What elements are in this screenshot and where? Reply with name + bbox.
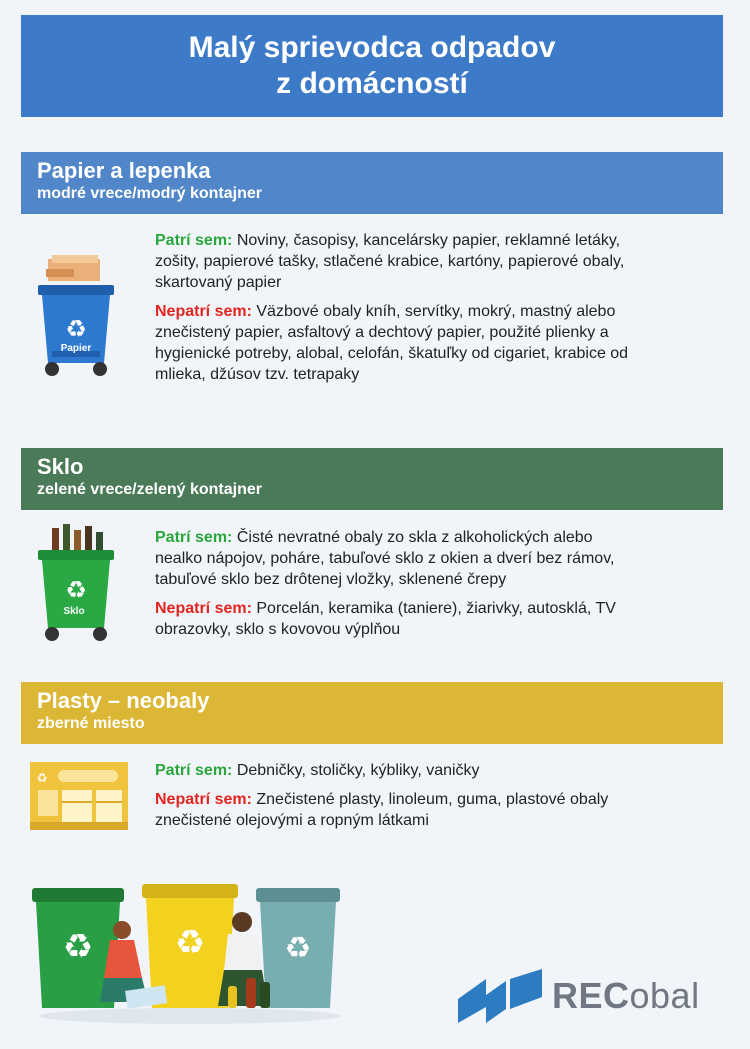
- recobal-logo-icon: [456, 969, 544, 1023]
- svg-text:♻: ♻: [174, 923, 206, 963]
- no-text: Porcelán, keramika (taniere), žiarivky, autosklá, TV obrazovky, sklo s kovovou výplňou: [155, 600, 616, 638]
- svg-text:♻: ♻: [36, 771, 48, 785]
- section-heading: Papier a lepenka: [37, 158, 211, 183]
- paper-bin-icon: [38, 255, 114, 380]
- title-line-1: Malý sprievodca odpadov: [188, 31, 556, 64]
- paper-bin-label: Papier: [60, 343, 92, 354]
- paper-yes: [155, 230, 665, 293]
- no-text: Znečistené plasty, linoleum, guma, plastové obaly znečistené olejovými a ropným látkami: [155, 791, 609, 829]
- recobal-logo-text: [552, 975, 700, 1017]
- glass-yes: [155, 527, 635, 590]
- yes-text: Čisté nevratné obaly zo skla z alkoholických alebo nealko nápojov, poháre, tabuľové sklo z okien a dverí bez rámov, tabuľové sklo bez drôtenej vložky, sklenené črepy: [155, 529, 615, 588]
- section-subheading: zelené vrece/zelený kontajner: [37, 481, 262, 498]
- section-subheading: modré vrece/modrý kontajner: [37, 185, 262, 202]
- section-heading: Sklo: [37, 454, 84, 479]
- glass-bin-icon: [38, 522, 114, 644]
- section-header-glass: [21, 448, 723, 510]
- no-label: Nepatrí sem:: [155, 600, 252, 617]
- no-text: Väzbové obaly kníh, servítky, mokrý, mastný alebo znečistený papier, asfaltový a dechtový papier, použité plienky a hygienické potreby, alobal, celofán, škatuľky od cigariet, krabice od mlieka, džúsov tzv. tetrapaky: [155, 303, 629, 383]
- yes-text: Noviny, časopisy, kancelársky papier, reklamné letáky, zošity, papierové tašky, stlačené krabice, kartóny, papierové obaly, skartovaný papier: [155, 232, 625, 291]
- svg-text:♻: ♻: [65, 315, 87, 343]
- glass-no: [155, 598, 675, 640]
- paper-no: [155, 301, 665, 385]
- section-header-plast: [21, 682, 723, 744]
- recycling-people-illustration: [30, 878, 350, 1026]
- plast-text: [155, 760, 625, 839]
- svg-text:♻: ♻: [284, 931, 312, 966]
- plast-no: [155, 789, 625, 831]
- yes-text: Debničky, stoličky, kýbliky, vaničky: [236, 762, 480, 779]
- yes-label: Patrí sem:: [155, 529, 233, 546]
- no-label: Nepatrí sem:: [155, 303, 252, 320]
- paper-text: [155, 230, 665, 393]
- svg-text:♻: ♻: [62, 927, 94, 967]
- recobal-logo: [456, 968, 730, 1024]
- section-subheading: zberné miesto: [37, 715, 145, 732]
- collection-point-icon: [30, 762, 128, 832]
- logo-bold: REC: [552, 975, 630, 1016]
- section-header-paper: [21, 152, 723, 214]
- glass-bin-label: Sklo: [63, 606, 85, 617]
- page-title: [21, 15, 723, 117]
- plast-yes: [155, 760, 625, 781]
- section-heading: Plasty – neobaly: [37, 688, 210, 713]
- yes-label: Patrí sem:: [155, 232, 233, 249]
- yes-label: Patrí sem:: [155, 762, 233, 779]
- glass-text: [155, 527, 675, 648]
- logo-regular: obal: [629, 975, 700, 1016]
- svg-text:♻: ♻: [65, 576, 87, 604]
- title-line-2: z domácností: [276, 67, 468, 100]
- no-label: Nepatrí sem:: [155, 791, 252, 808]
